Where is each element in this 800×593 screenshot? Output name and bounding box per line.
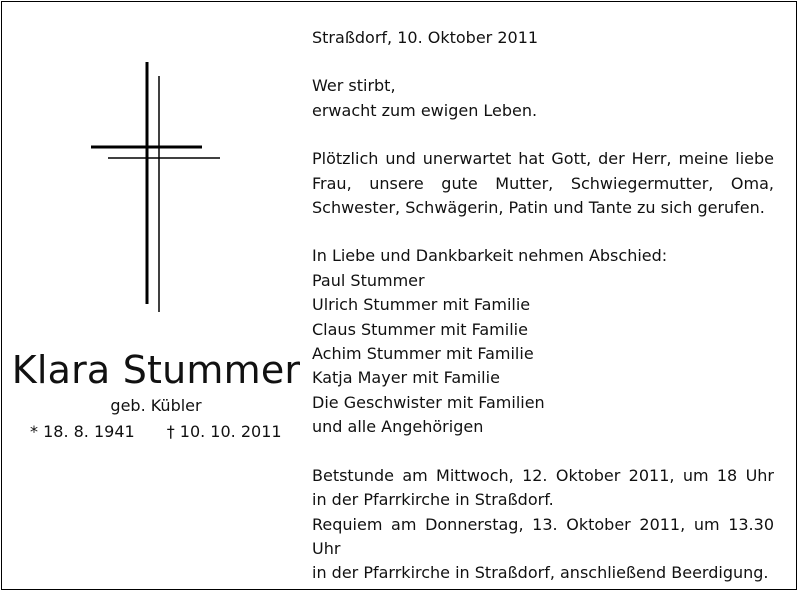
announcement-line: Frau, unsere gute Mutter, Schwiegermutter, Oma,: [312, 173, 774, 193]
mourner: Paul Stummer: [312, 270, 425, 290]
birth-date: * 18. 8. 1941: [30, 422, 135, 441]
cross-icon: [88, 62, 228, 312]
obituary-text: [312, 26, 774, 586]
mourners-list: [312, 269, 774, 440]
farewell-intro: In Liebe und Dankbarkeit nehmen Abschied:: [312, 246, 668, 266]
place-date: Straßdorf, 10. Oktober 2011: [312, 28, 539, 47]
announcement-line: Schwester, Schwägerin, Patin und Tante zu sich gerufen.: [312, 198, 765, 218]
mourner: Katja Mayer mit Familie: [312, 368, 500, 388]
motto-line: erwacht zum ewigen Leben.: [312, 100, 538, 120]
service-line: Requiem am Donnerstag, 13. Oktober 2011, um 13.30 Uhr: [312, 514, 774, 558]
service-line: Betstunde am Mittwoch, 12. Oktober 2011, um 18 Uhr: [312, 465, 774, 485]
death-date: † 10. 10. 2011: [166, 422, 282, 441]
service-line: in der Pfarrkirche in Straßdorf.: [312, 490, 554, 510]
mourner: Achim Stummer mit Familie: [312, 344, 534, 364]
announcement: [312, 147, 774, 220]
services: [312, 464, 774, 586]
mourner: Ulrich Stummer mit Familie: [312, 295, 531, 315]
deceased-name: Klara Stummer: [11, 348, 301, 392]
announcement-line: Plötzlich und unerwartet hat Gott, der Herr, meine liebe: [312, 149, 774, 169]
mourner: Claus Stummer mit Familie: [312, 319, 528, 339]
motto: [312, 74, 774, 123]
motto-line: Wer stirbt,: [312, 76, 396, 96]
mourner: Die Geschwister mit Familien: [312, 392, 545, 412]
mourner: und alle Angehörigen: [312, 417, 484, 437]
maiden-name: geb. Kübler: [110, 396, 202, 415]
service-line: in der Pfarrkirche in Straßdorf, anschließend Beerdigung.: [312, 563, 769, 583]
life-dates: [30, 422, 282, 441]
